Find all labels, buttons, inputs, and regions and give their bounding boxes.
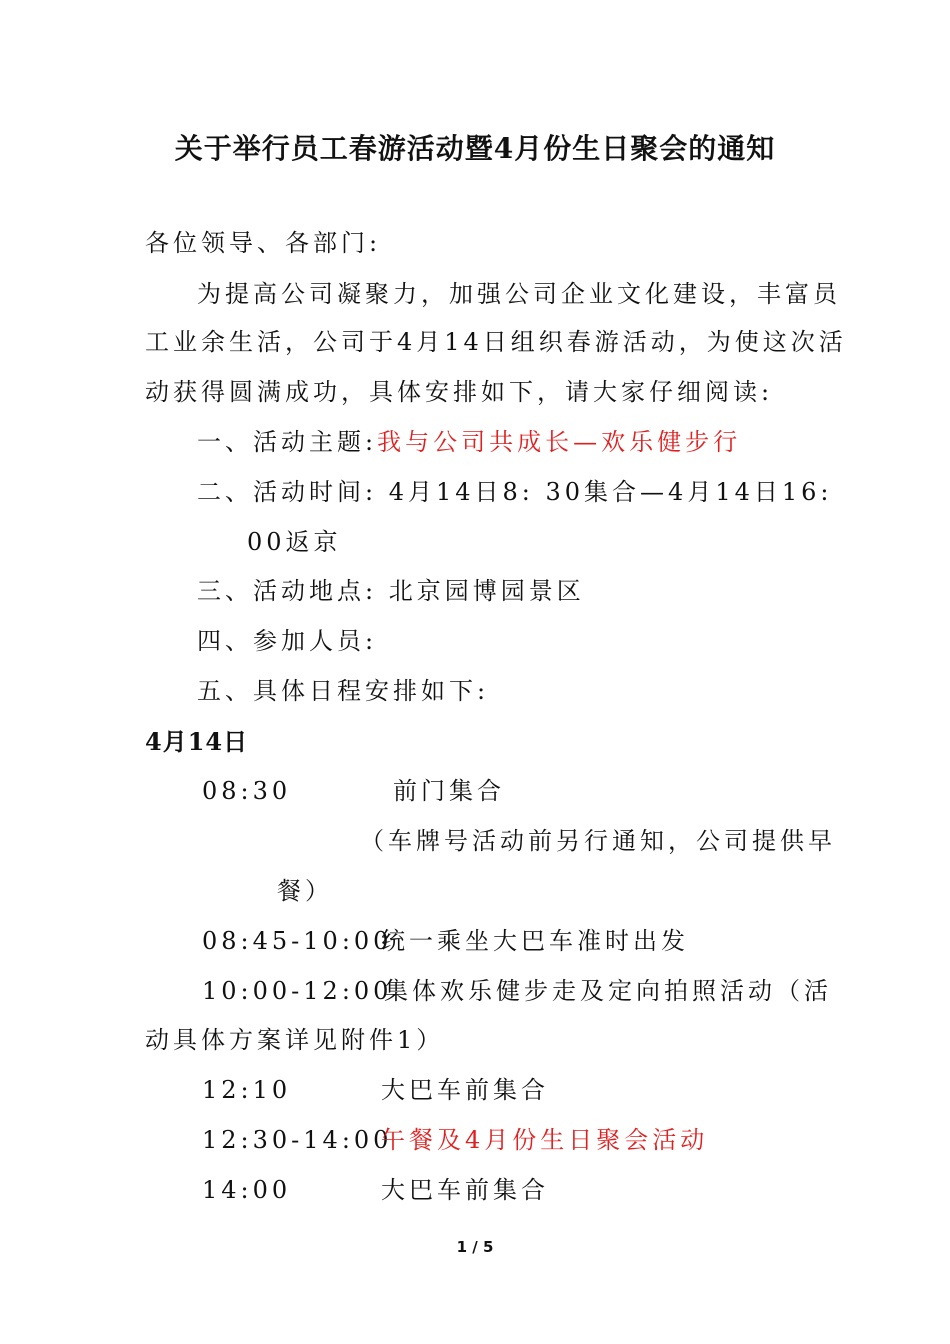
salutation: 各位领导、各部门:: [145, 229, 382, 257]
schedule-event: 大巴车前集合: [381, 1176, 549, 1204]
participants-item: 四、参加人员:: [197, 627, 378, 655]
schedule-event: 前门集合: [393, 777, 505, 805]
schedule-time: 14:00: [202, 1176, 292, 1204]
page-indicator: 1 / 5: [456, 1238, 494, 1256]
location-item: 三、活动地点: 北京园博园景区: [197, 577, 585, 605]
schedule-time: 08:30: [202, 777, 292, 805]
schedule-time: 12:30-14:00: [202, 1126, 393, 1154]
theme-label: 一、活动主题:: [197, 428, 378, 456]
intro-line-3: 动获得圆满成功，具体安排如下，请大家仔细阅读:: [145, 378, 774, 406]
schedule-time: 08:45-10:00: [202, 927, 393, 955]
time-item-line-2: 00返京: [247, 528, 342, 556]
theme-value: 我与公司共成长—欢乐健步行: [377, 428, 742, 456]
schedule-note-line-1: （车牌号活动前另行通知，公司提供早: [360, 827, 836, 855]
schedule-heading: 五、具体日程安排如下:: [197, 677, 490, 705]
schedule-time: 10:00-12:00: [202, 977, 393, 1005]
schedule-note-line-2: 餐）: [277, 877, 333, 905]
schedule-event-continued: 动具体方案详见附件1）: [145, 1026, 445, 1054]
theme-item: [197, 427, 741, 457]
date-heading: 4月14日: [145, 727, 249, 756]
notice-title: 关于举行员工春游活动暨4月份生日聚会的通知: [174, 132, 776, 165]
schedule-event: 大巴车前集合: [381, 1076, 549, 1104]
time-item-line-1: 二、活动时间: 4月14日8: 30集合—4月14日16:: [197, 478, 833, 506]
schedule-event: 统一乘坐大巴车准时出发: [381, 927, 689, 955]
intro-line-1: 为提高公司凝聚力，加强公司企业文化建设，丰富员: [197, 280, 841, 308]
schedule-event: 集体欢乐健步走及定向拍照活动（活: [384, 977, 832, 1005]
schedule-event: 午餐及4月份生日聚会活动: [381, 1126, 709, 1154]
intro-line-2: 工业余生活，公司于4月14日组织春游活动，为使这次活: [145, 328, 847, 356]
schedule-time: 12:10: [202, 1076, 292, 1104]
